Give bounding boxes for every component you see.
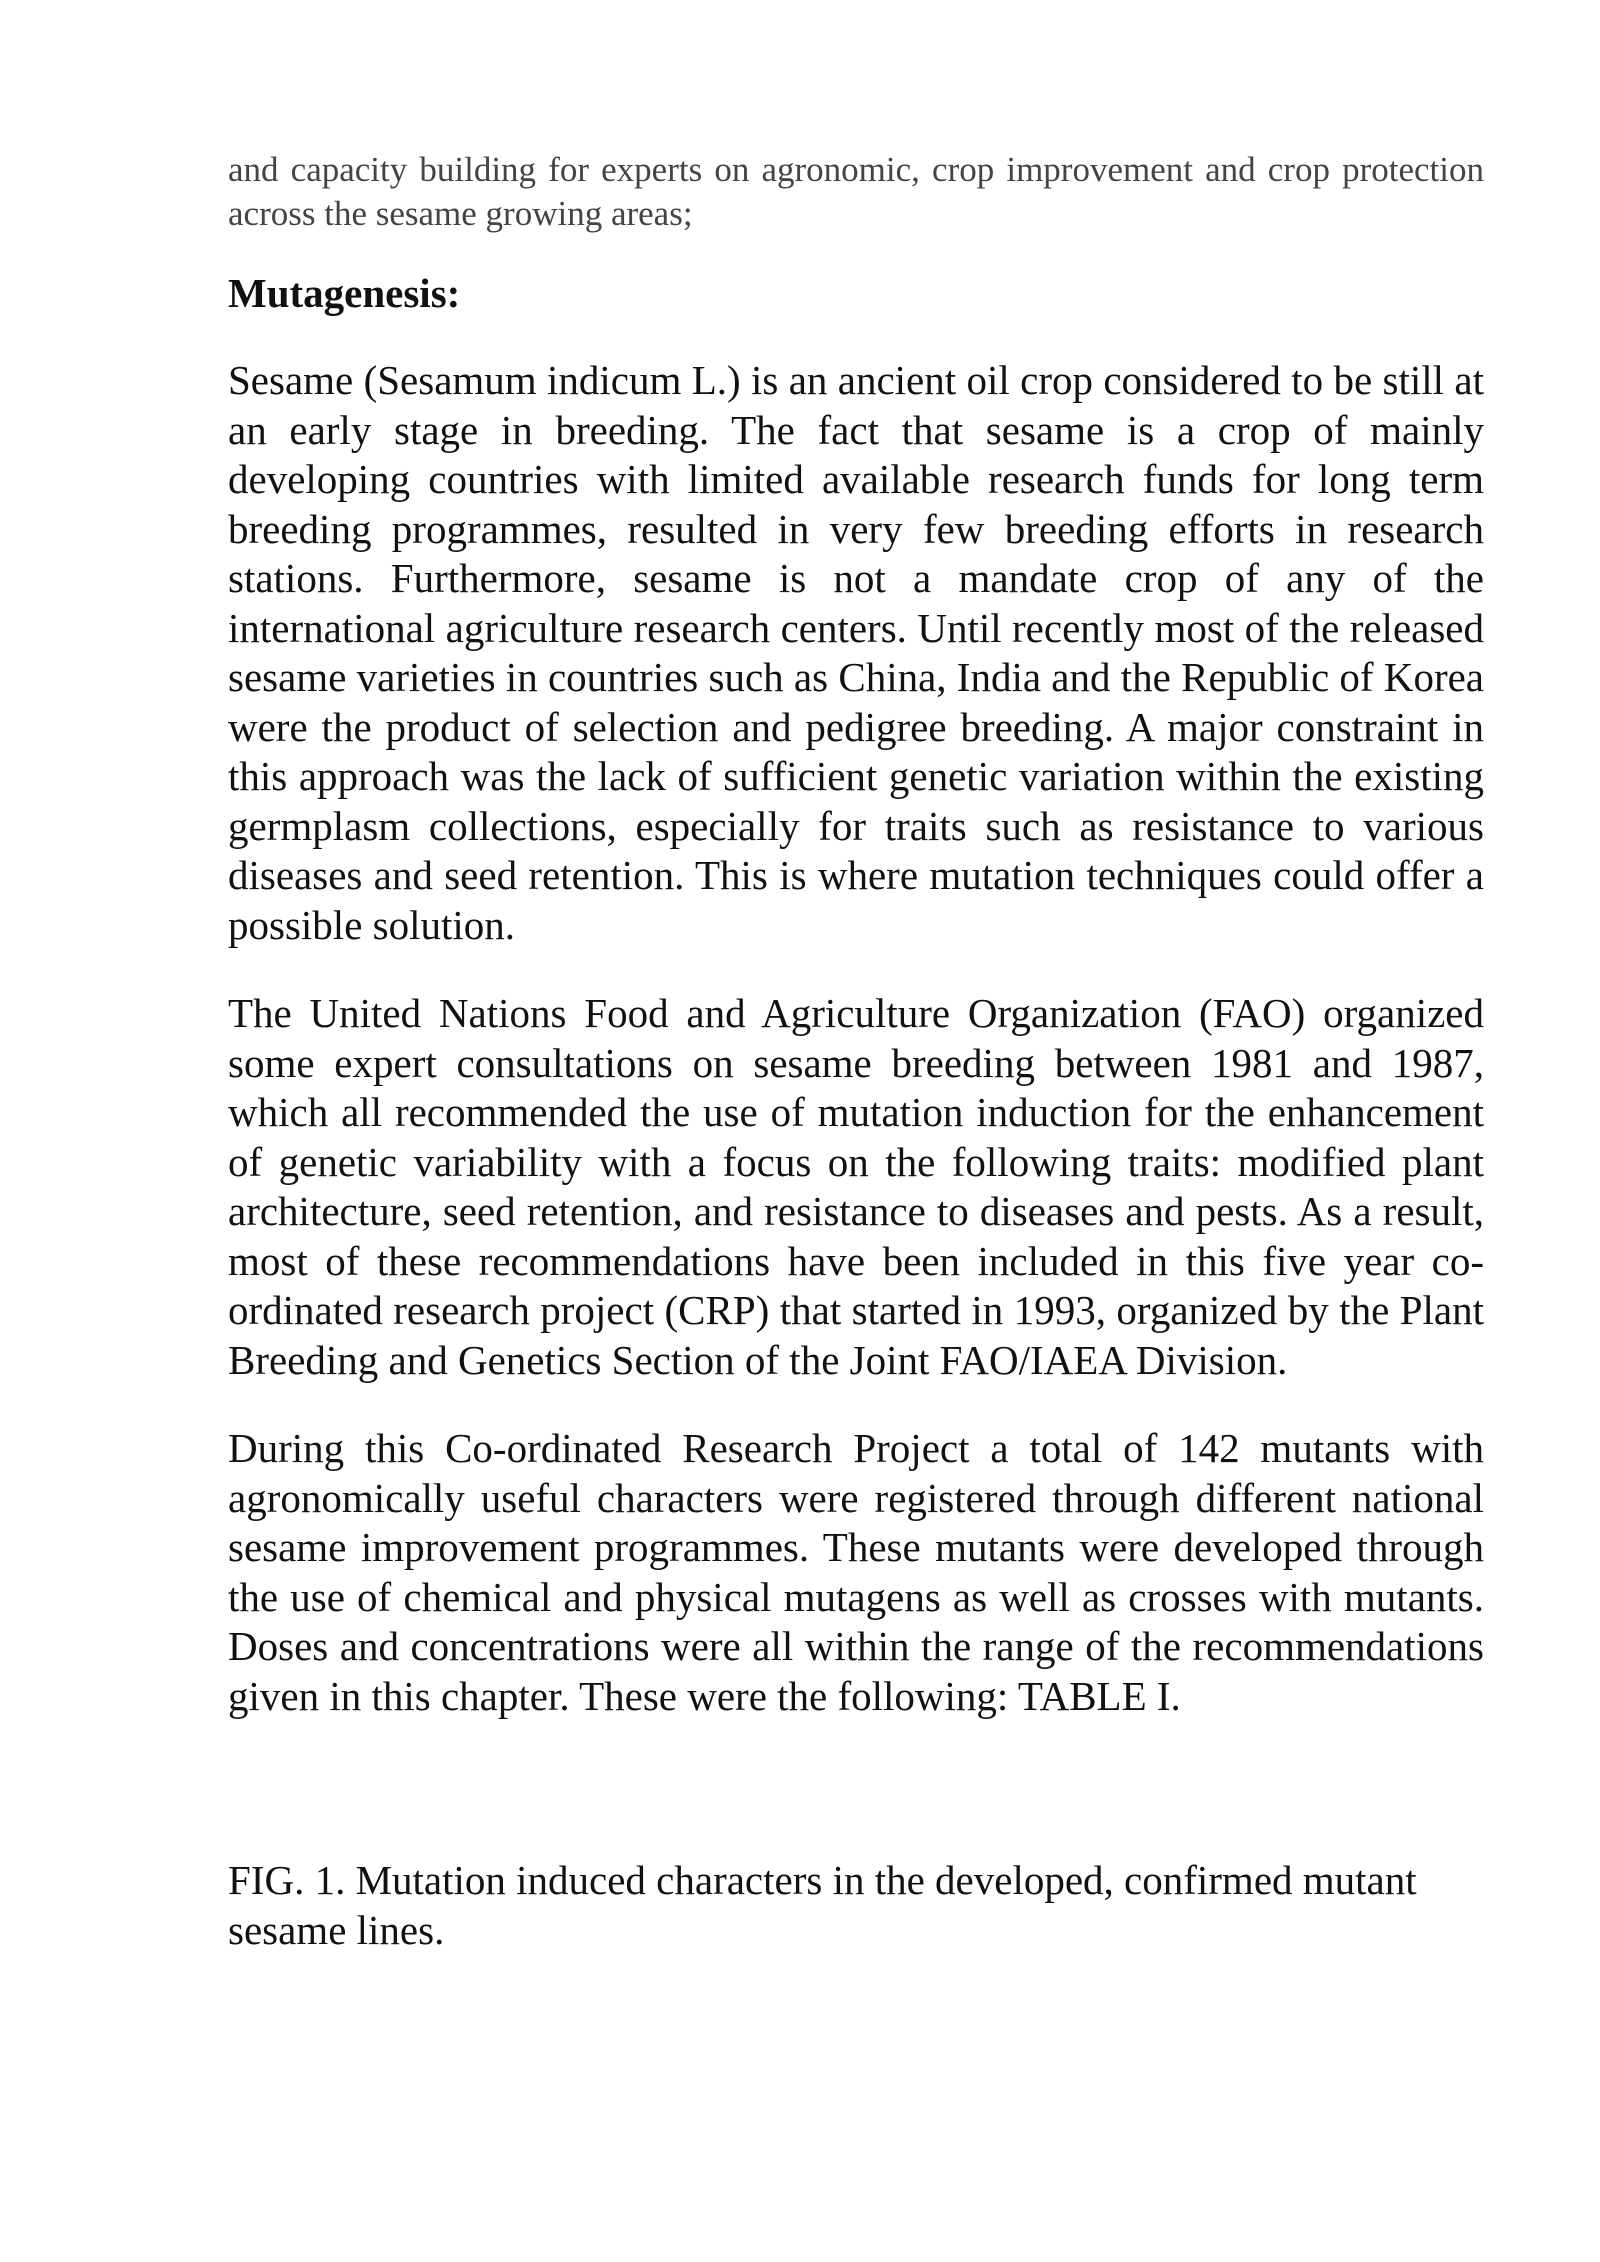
section-heading: Mutagenesis: xyxy=(228,270,461,316)
paragraph-sesame-breeding: Sesame (Sesamum indicum L.) is an ancient oil crop considered to be still at an early stage in breeding. The fact that sesame is a crop of mainly developing countries with limited available research funds for long term breeding programmes, resulted in very few breeding efforts in research stations. Furthermore, sesame is not a mandate crop of any of the international agriculture research centers. Until recently most of the released sesame varieties in countries such as China, India and the Republic of Korea were the product of selection and pedigree breeding. A major constraint in this approach was the lack of sufficient genetic variation within the existing germplasm collections, especially for traits such as resistance to various diseases and seed retention. This is where mutation techniques could offer a possible solution. xyxy=(228,357,1484,948)
figure-caption: FIG. 1. Mutation induced characters in the developed, confirmed mutant sesame lines. xyxy=(228,1857,1417,1953)
paragraph-crp-mutants: During this Co-ordinated Research Project a total of 142 mutants with agronomically useful characters were registered through different national sesame improvement programmes. These mutants were developed through the use of chemical and physical mutagens as well as crosses with mutants. Doses and concentrations were all within the range of the recommendations given in this chapter. These were the following: TABLE I. xyxy=(228,1425,1484,1719)
document-page xyxy=(228,148,1484,1955)
intro-text: and capacity building for experts on agronomic, crop improvement and crop protection across the sesame growing areas; xyxy=(228,150,1484,233)
paragraph-fao-consultations: The United Nations Food and Agriculture Organization (FAO) organized some expert consultations on sesame breeding between 1981 and 1987, which all recommended the use of mutation induction for the enhancement of genetic variability with a focus on the following traits: modified plant architecture, seed retention, and resistance to diseases and pests. As a result, most of these recommendations have been included in this five year co-ordinated research project (CRP) that started in 1993, organized by the Plant Breeding and Genetics Section of the Joint FAO/IAEA Division. xyxy=(228,990,1484,1383)
